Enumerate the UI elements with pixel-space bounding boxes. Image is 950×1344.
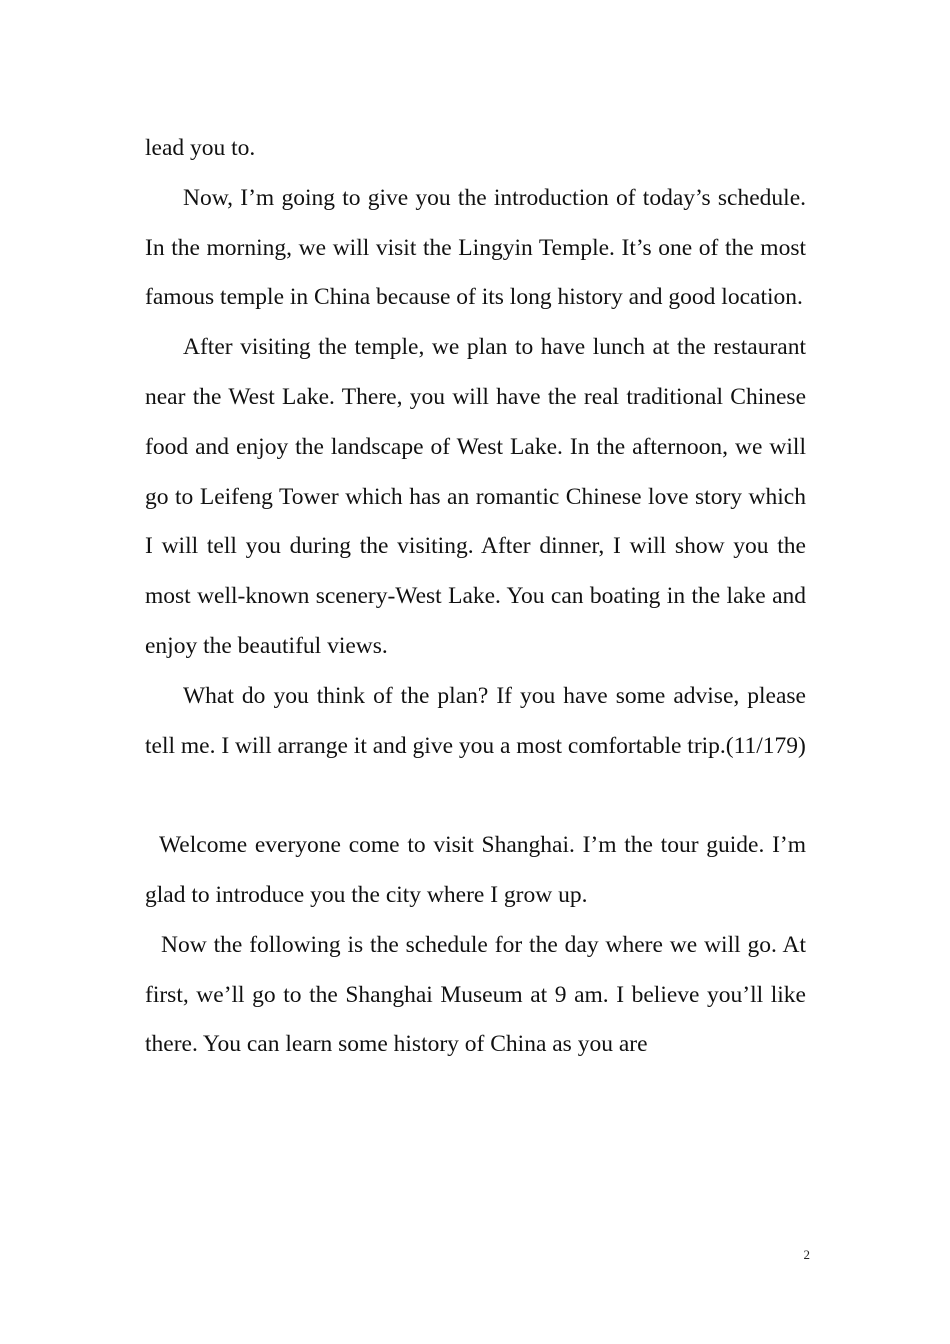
paragraph-spacer (145, 771, 806, 821)
page-number: 2 (803, 1247, 810, 1262)
document-body (145, 124, 806, 1070)
paragraph-shanghai-schedule: Now the following is the schedule for the day where we will go. At first, we’ll go to the Shanghai Museum at 9 am. I believe you’ll like there. You can learn some history of China as you are (145, 931, 806, 1058)
paragraph-feedback-request: What do you think of the plan? If you have some advise, please tell me. I will arrange it and give you a most comfortable trip.(11/179) (145, 682, 806, 759)
paragraph-schedule-intro: Now, I’m going to give you the introduction of today’s schedule. In the morning, we will visit the Lingyin Temple. It’s one of the most famous temple in China because of its long history and good location. (145, 184, 806, 311)
paragraph-continuation: lead you to. (145, 135, 256, 161)
paragraph-lunch-and-afternoon: After visiting the temple, we plan to have lunch at the restaurant near the West Lake. There, you will have the real traditional Chinese food and enjoy the landscape of West Lake. In the afternoon, we will go to Leifeng Tower which has an romantic Chinese love story which I will tell you during the visiting. After dinner, I will show you the most well-known scenery-West Lake. You can boating in the lake and enjoy the beautiful views. (145, 334, 806, 659)
paragraph-shanghai-welcome: Welcome everyone come to visit Shanghai. I’m the tour guide. I’m glad to introduce you the city where I grow up. (145, 832, 806, 908)
